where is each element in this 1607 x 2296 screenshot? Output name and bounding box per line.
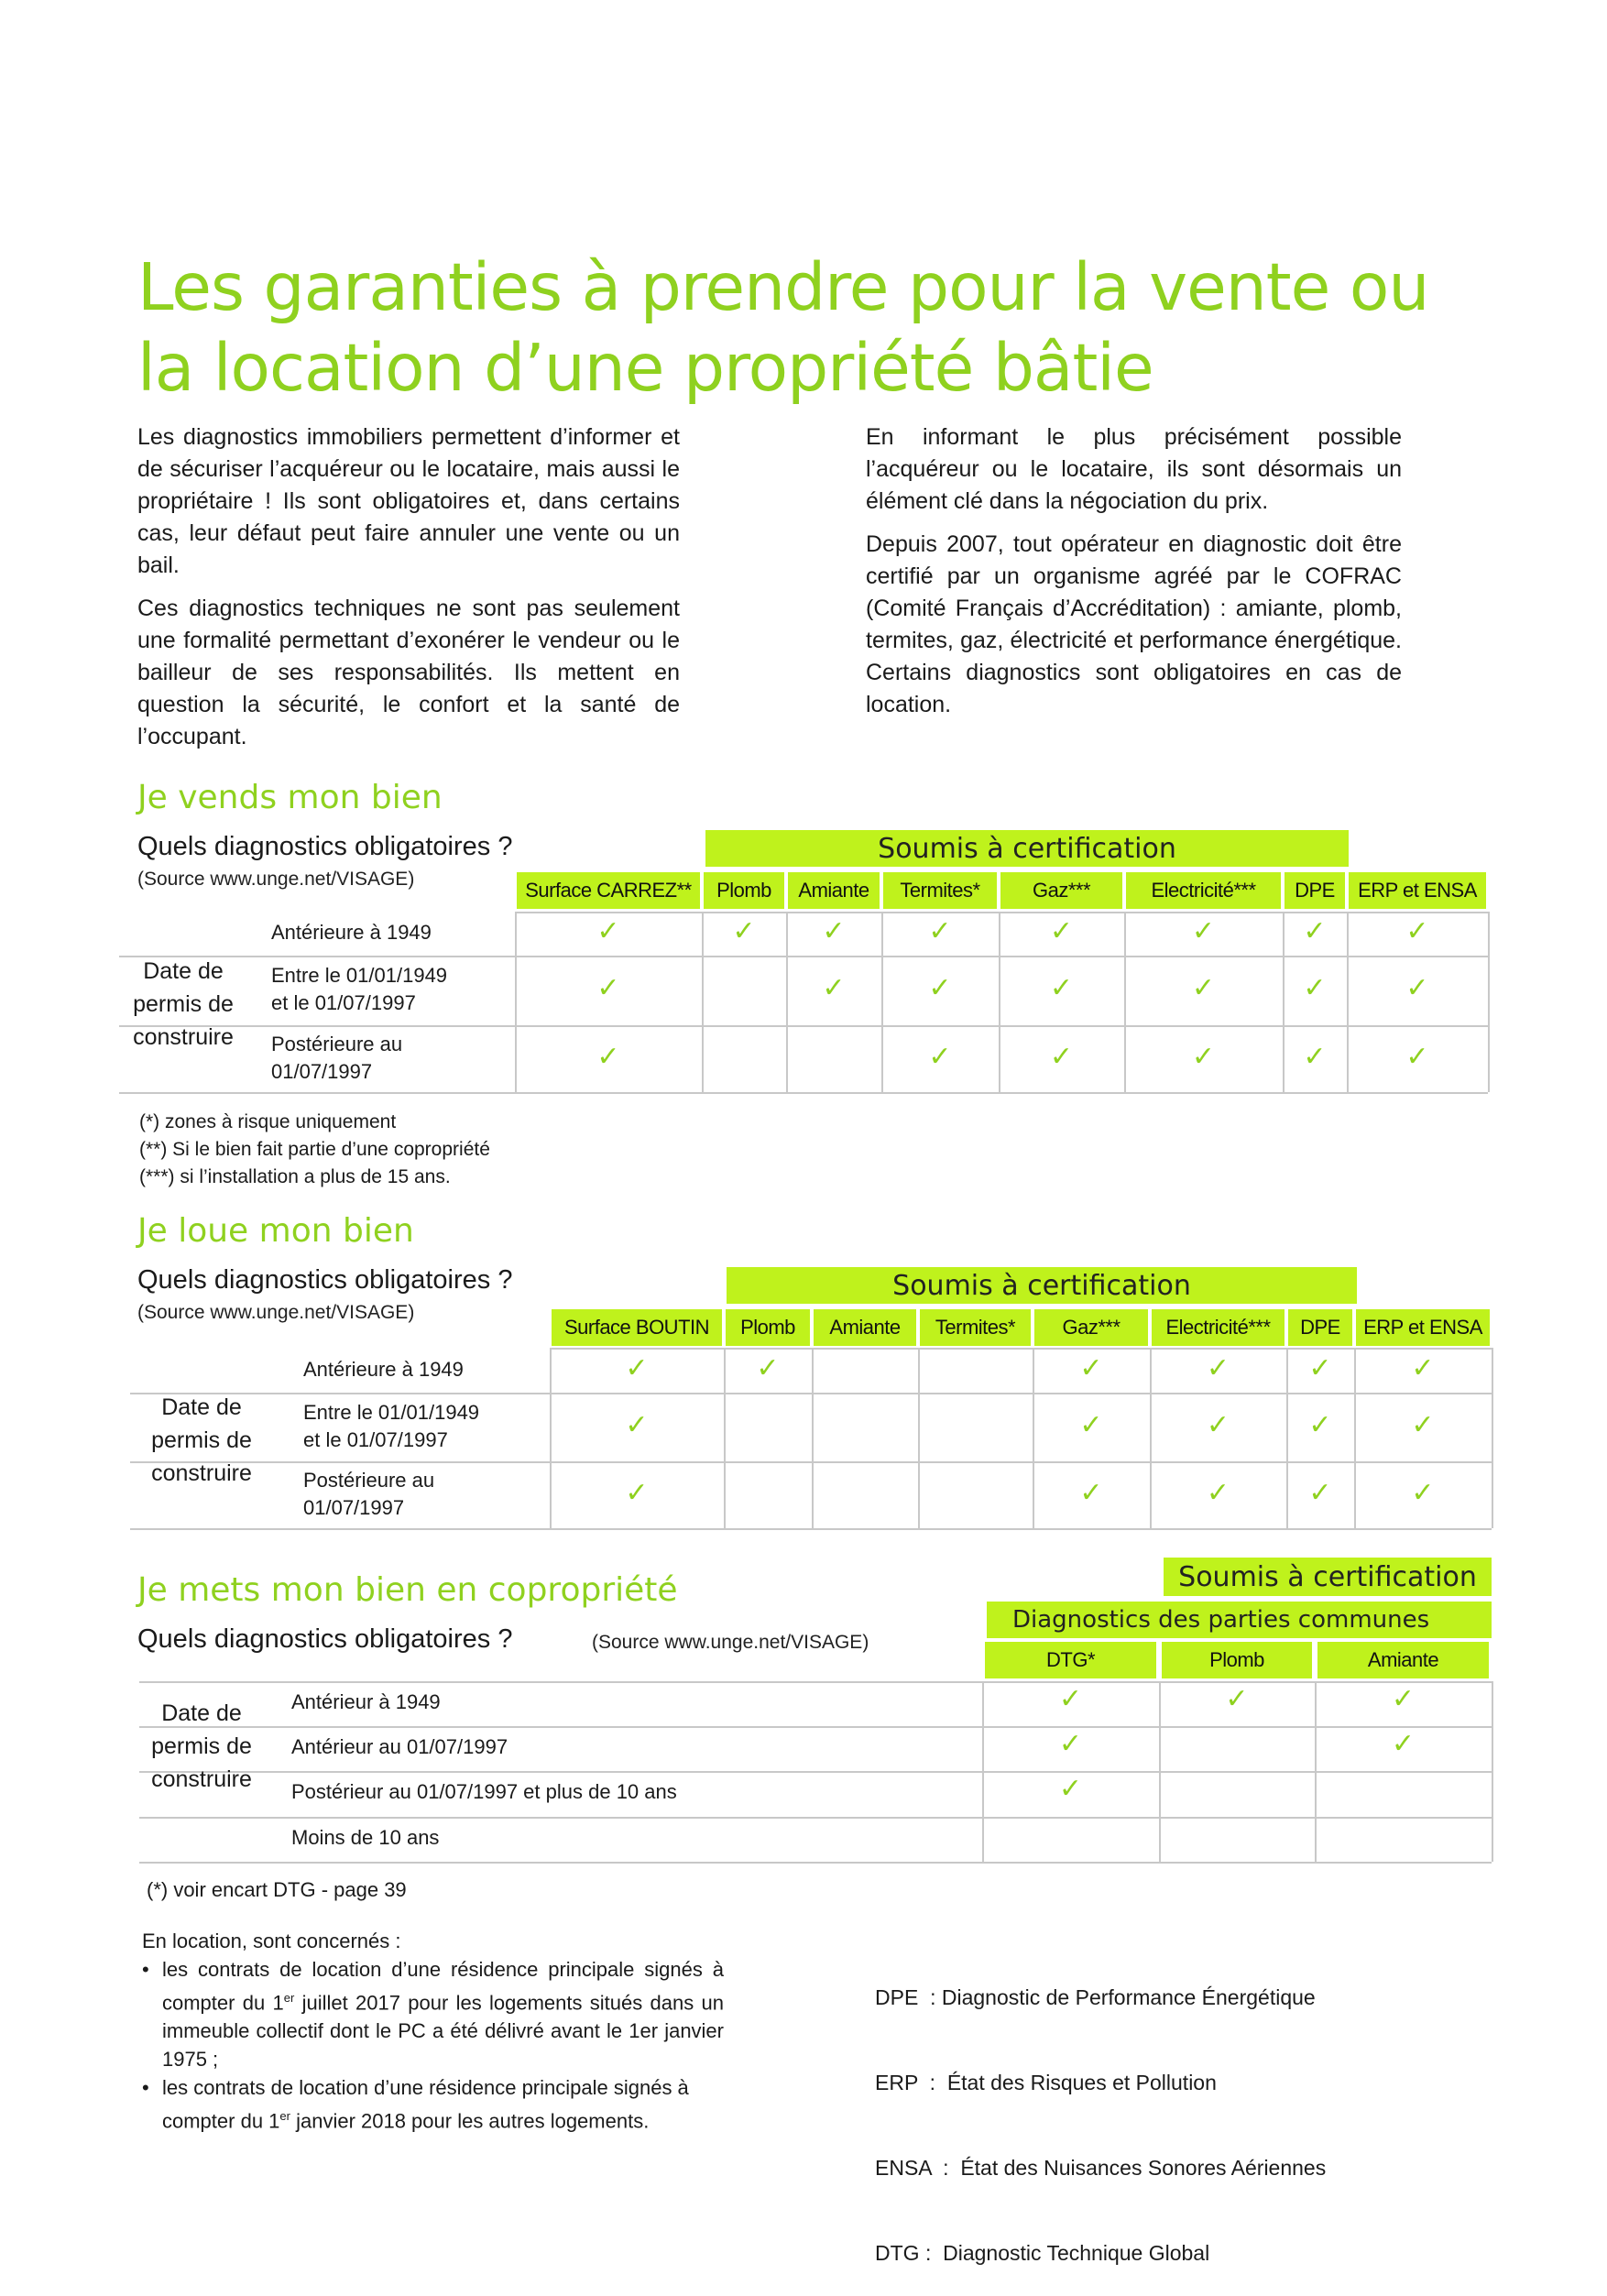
check-icon: ✓	[1191, 915, 1216, 947]
check-icon: ✓	[625, 1408, 649, 1441]
section-heading-location: Je loue mon bien	[137, 1212, 414, 1250]
check-icon: ✓	[928, 1040, 952, 1073]
check-icon: ✓	[1049, 972, 1074, 1004]
table-row-divider	[139, 1862, 1492, 1864]
table-row-label-line: 01/07/1997	[303, 1495, 405, 1519]
location-info-intro: En location, sont concernés :	[142, 1930, 401, 1952]
copro-note: (*) voir encart DTG - page 39	[147, 1878, 407, 1901]
check-icon: ✓	[1049, 1040, 1074, 1073]
check-icon: ✓	[1079, 1351, 1103, 1384]
check-icon: ✓	[1079, 1408, 1103, 1441]
column-header: Plomb	[1162, 1642, 1312, 1678]
check-icon: ✓	[1303, 972, 1327, 1004]
vente-certification-band: Soumis à certification	[705, 830, 1349, 867]
table-column-divider	[1159, 1681, 1161, 1862]
table-column-divider	[550, 1348, 552, 1528]
check-icon: ✓	[1308, 1351, 1332, 1384]
vente-notes	[139, 1109, 490, 1191]
intro-left-paragraph-2: Ces diagnostics techniques ne sont pas seulement une formalité permettant d’exonérer le vendeur ou le bailleur de ses responsabilités. Ils mettent en question la sécurité, le confort et la santé de l’occupant.	[137, 596, 680, 749]
location-info-item-1	[142, 1955, 724, 2073]
location-info-item-2-a: les contrats de location d’une résidence principale signés à compter du 1	[162, 2076, 689, 2133]
table-column-divider	[999, 912, 1000, 1092]
check-icon: ✓	[1058, 1727, 1083, 1760]
table-row-label	[303, 1399, 479, 1454]
check-icon: ✓	[1191, 972, 1216, 1004]
table-row-label	[303, 1356, 464, 1383]
location-info-item-1-sup: er	[283, 1991, 295, 2005]
table-row-label	[303, 1467, 434, 1522]
column-header: DPE	[1285, 872, 1345, 909]
date-permis-label	[119, 955, 247, 1054]
date-permis-label-line: permis de	[151, 1733, 252, 1759]
check-icon: ✓	[596, 915, 620, 947]
date-permis-label-line: construire	[133, 1024, 234, 1050]
column-header: Amiante	[814, 1309, 916, 1346]
date-permis-label-line: permis de	[151, 1427, 252, 1453]
table-row-divider	[139, 1726, 1492, 1728]
date-permis-label-line: construire	[151, 1460, 252, 1486]
column-header: Amiante	[788, 872, 880, 909]
location-info-item-1-a: les contrats de location d’une résidence principale signés à compter du 1	[162, 1958, 724, 2015]
check-icon: ✓	[1411, 1351, 1435, 1384]
location-info-item-1-b: juillet 2017 pour les logements situés dans un immeuble collectif dont le PC a été délivré avant le 1er janvier 1975 ;	[162, 1991, 725, 2072]
copro-parties-communes-band: Diagnostics des parties communes	[987, 1602, 1492, 1638]
legend-dpe: DPE : Diagnostic de Performance Énergétique	[875, 1985, 1316, 2009]
intro-left-column	[137, 421, 680, 764]
table-row-label: Antérieur à 1949	[291, 1689, 441, 1713]
column-header: Electricité***	[1126, 872, 1281, 909]
date-permis-label	[137, 1391, 266, 1490]
check-icon: ✓	[1308, 1408, 1332, 1441]
table-column-divider	[1315, 1681, 1317, 1862]
check-icon: ✓	[928, 972, 952, 1004]
page-title	[137, 247, 1466, 409]
section-heading-copro: Je mets mon bien en copropriété	[137, 1571, 678, 1609]
vente-note-1: (*) zones à risque uniquement	[139, 1111, 397, 1132]
check-icon: ✓	[1206, 1408, 1230, 1441]
table-column-divider	[1347, 912, 1349, 1092]
table-column-divider	[1488, 912, 1490, 1092]
intro-right-paragraph-2: Depuis 2007, tout opérateur en diagnostic doit être certifié par un organisme agréé par le COFRAC (Comité Français d’Accréditation) : amiante, plomb, termites, gaz, électricité et performance énergétique. Certains diagnostics sont obligatoires en cas de location.	[866, 531, 1402, 717]
table-row-label	[271, 1031, 402, 1086]
table-row-label-line: et le 01/07/1997	[303, 1427, 448, 1451]
location-info	[142, 1927, 724, 2136]
check-icon: ✓	[625, 1476, 649, 1509]
date-permis-label-line: Date de	[161, 1394, 242, 1420]
page-title-line-1: Les garanties à prendre pour la vente ou	[137, 249, 1429, 325]
column-header: Amiante	[1317, 1642, 1489, 1678]
check-icon: ✓	[756, 1351, 780, 1384]
check-icon: ✓	[1225, 1682, 1249, 1715]
date-permis-label-line: permis de	[133, 991, 234, 1017]
check-icon: ✓	[1405, 1040, 1429, 1073]
check-icon: ✓	[1079, 1476, 1103, 1509]
copro-question: Quels diagnostics obligatoires ?	[137, 1624, 513, 1654]
check-icon: ✓	[1206, 1351, 1230, 1384]
table-row-label: Moins de 10 ans	[291, 1825, 440, 1849]
check-icon: ✓	[1058, 1682, 1083, 1715]
location-info-list	[142, 1955, 724, 2136]
table-column-divider	[515, 912, 517, 1092]
location-info-item-2-sup: er	[279, 2109, 290, 2124]
column-header: Surface CARREZ**	[517, 872, 700, 909]
vente-note-2: (**) Si le bien fait partie d’une copropriété	[139, 1139, 490, 1160]
table-row-label: Postérieur au 01/07/1997 et plus de 10 ans	[291, 1780, 677, 1803]
table-row-label-line: Antérieure à 1949	[303, 1357, 464, 1381]
check-icon: ✓	[928, 915, 952, 947]
legend-dtg: DTG : Diagnostic Technique Global	[875, 2241, 1210, 2265]
check-icon: ✓	[1191, 1040, 1216, 1073]
check-icon: ✓	[1405, 915, 1429, 947]
table-column-divider	[1150, 1348, 1152, 1528]
date-permis-label-line: Date de	[161, 1700, 242, 1726]
table-column-divider	[1492, 1681, 1493, 1862]
table-column-divider	[1286, 1348, 1288, 1528]
check-icon: ✓	[1303, 1040, 1327, 1073]
check-icon: ✓	[1308, 1476, 1332, 1509]
intro-right-paragraph-1: En informant le plus précisément possible l’acquéreur ou le locataire, ils sont désormais un élément clé dans la négociation du prix.	[866, 424, 1402, 514]
check-icon: ✓	[732, 915, 756, 947]
intro-right-column	[866, 421, 1402, 732]
copro-certification-band: Soumis à certification	[1164, 1558, 1492, 1596]
abbreviations-legend	[875, 1927, 1326, 2296]
column-header: ERP et ENSA	[1349, 872, 1486, 909]
check-icon: ✓	[596, 1040, 620, 1073]
table-row-divider	[139, 1817, 1492, 1819]
check-icon: ✓	[1303, 915, 1327, 947]
check-icon: ✓	[1411, 1408, 1435, 1441]
table-column-divider	[1283, 912, 1285, 1092]
column-header: Gaz***	[1000, 872, 1122, 909]
column-header: Plomb	[704, 872, 784, 909]
table-column-divider	[1492, 1348, 1493, 1528]
check-icon: ✓	[1391, 1727, 1416, 1760]
legend-ensa: ENSA : État des Nuisances Sonores Aériennes	[875, 2156, 1327, 2180]
table-row-label-line: Entre le 01/01/1949	[303, 1400, 480, 1424]
table-row-divider	[119, 1092, 1488, 1094]
table-row-label-line: 01/07/1997	[271, 1059, 373, 1083]
column-header: Plomb	[726, 1309, 810, 1346]
table-column-divider	[702, 912, 704, 1092]
location-question: Quels diagnostics obligatoires ?	[137, 1265, 513, 1295]
check-icon: ✓	[1206, 1476, 1230, 1509]
table-row-label-line: Postérieure au	[271, 1032, 403, 1055]
check-icon: ✓	[1391, 1682, 1416, 1715]
check-icon: ✓	[1058, 1773, 1083, 1805]
table-column-divider	[1124, 912, 1126, 1092]
location-info-item-2-b: janvier 2018 pour les autres logements.	[290, 2109, 650, 2133]
column-header: DTG*	[985, 1642, 1156, 1678]
column-header: ERP et ENSA	[1356, 1309, 1490, 1346]
check-icon: ✓	[1405, 972, 1429, 1004]
table-column-divider	[724, 1348, 726, 1528]
check-icon: ✓	[1411, 1476, 1435, 1509]
column-header: Surface BOUTIN	[552, 1309, 722, 1346]
location-certification-band: Soumis à certification	[727, 1267, 1357, 1304]
table-row-label-line: Antérieure à 1949	[271, 921, 432, 944]
table-row-label: Antérieur au 01/07/1997	[291, 1734, 508, 1758]
table-column-divider	[982, 1681, 984, 1862]
location-info-item-2	[142, 2073, 724, 2135]
column-header: Gaz***	[1034, 1309, 1148, 1346]
vente-note-3: (***) si l’installation a plus de 15 ans.	[139, 1166, 451, 1187]
table-column-divider	[786, 912, 788, 1092]
table-row-divider	[550, 1348, 1492, 1350]
check-icon: ✓	[822, 972, 846, 1004]
vente-source: (Source www.unge.net/VISAGE)	[137, 869, 415, 890]
table-column-divider	[881, 912, 883, 1092]
date-permis-label-line: Date de	[143, 958, 224, 984]
table-row-divider	[139, 1771, 1492, 1773]
table-row-label-line: Entre le 01/01/1949	[271, 964, 448, 987]
date-permis-label-line: construire	[151, 1766, 252, 1792]
intro-left-paragraph-1: Les diagnostics immobiliers permettent d’informer et de sécuriser l’acquéreur ou le locataire, mais aussi le propriétaire ! Ils sont obligatoires et, dans certains cas, leur défaut peut faire annuler une vente ou un bail.	[137, 424, 680, 578]
column-header: Termites*	[920, 1309, 1031, 1346]
check-icon: ✓	[1049, 915, 1074, 947]
table-row-label-line: et le 01/07/1997	[271, 991, 416, 1014]
copro-source: (Source www.unge.net/VISAGE)	[592, 1632, 869, 1653]
table-row-divider	[515, 912, 1488, 913]
section-heading-vente: Je vends mon bien	[137, 779, 443, 816]
page-title-line-2: la location d’une propriété bâtie	[137, 330, 1153, 406]
table-column-divider	[918, 1348, 920, 1528]
vente-question: Quels diagnostics obligatoires ?	[137, 832, 513, 861]
column-header: DPE	[1288, 1309, 1352, 1346]
table-row-label-line: Postérieure au	[303, 1468, 435, 1492]
column-header: Termites*	[883, 872, 997, 909]
check-icon: ✓	[822, 915, 846, 947]
table-column-divider	[1354, 1348, 1356, 1528]
date-permis-label	[137, 1697, 266, 1796]
column-header: Electricité***	[1152, 1309, 1285, 1346]
table-row-label	[271, 962, 447, 1017]
check-icon: ✓	[625, 1351, 649, 1384]
check-icon: ✓	[596, 972, 620, 1004]
legend-erp: ERP : État des Risques et Pollution	[875, 2071, 1217, 2094]
table-row-divider	[130, 1528, 1492, 1530]
table-row-label	[271, 919, 432, 946]
table-column-divider	[1033, 1348, 1034, 1528]
table-column-divider	[812, 1348, 814, 1528]
location-source: (Source www.unge.net/VISAGE)	[137, 1302, 415, 1323]
